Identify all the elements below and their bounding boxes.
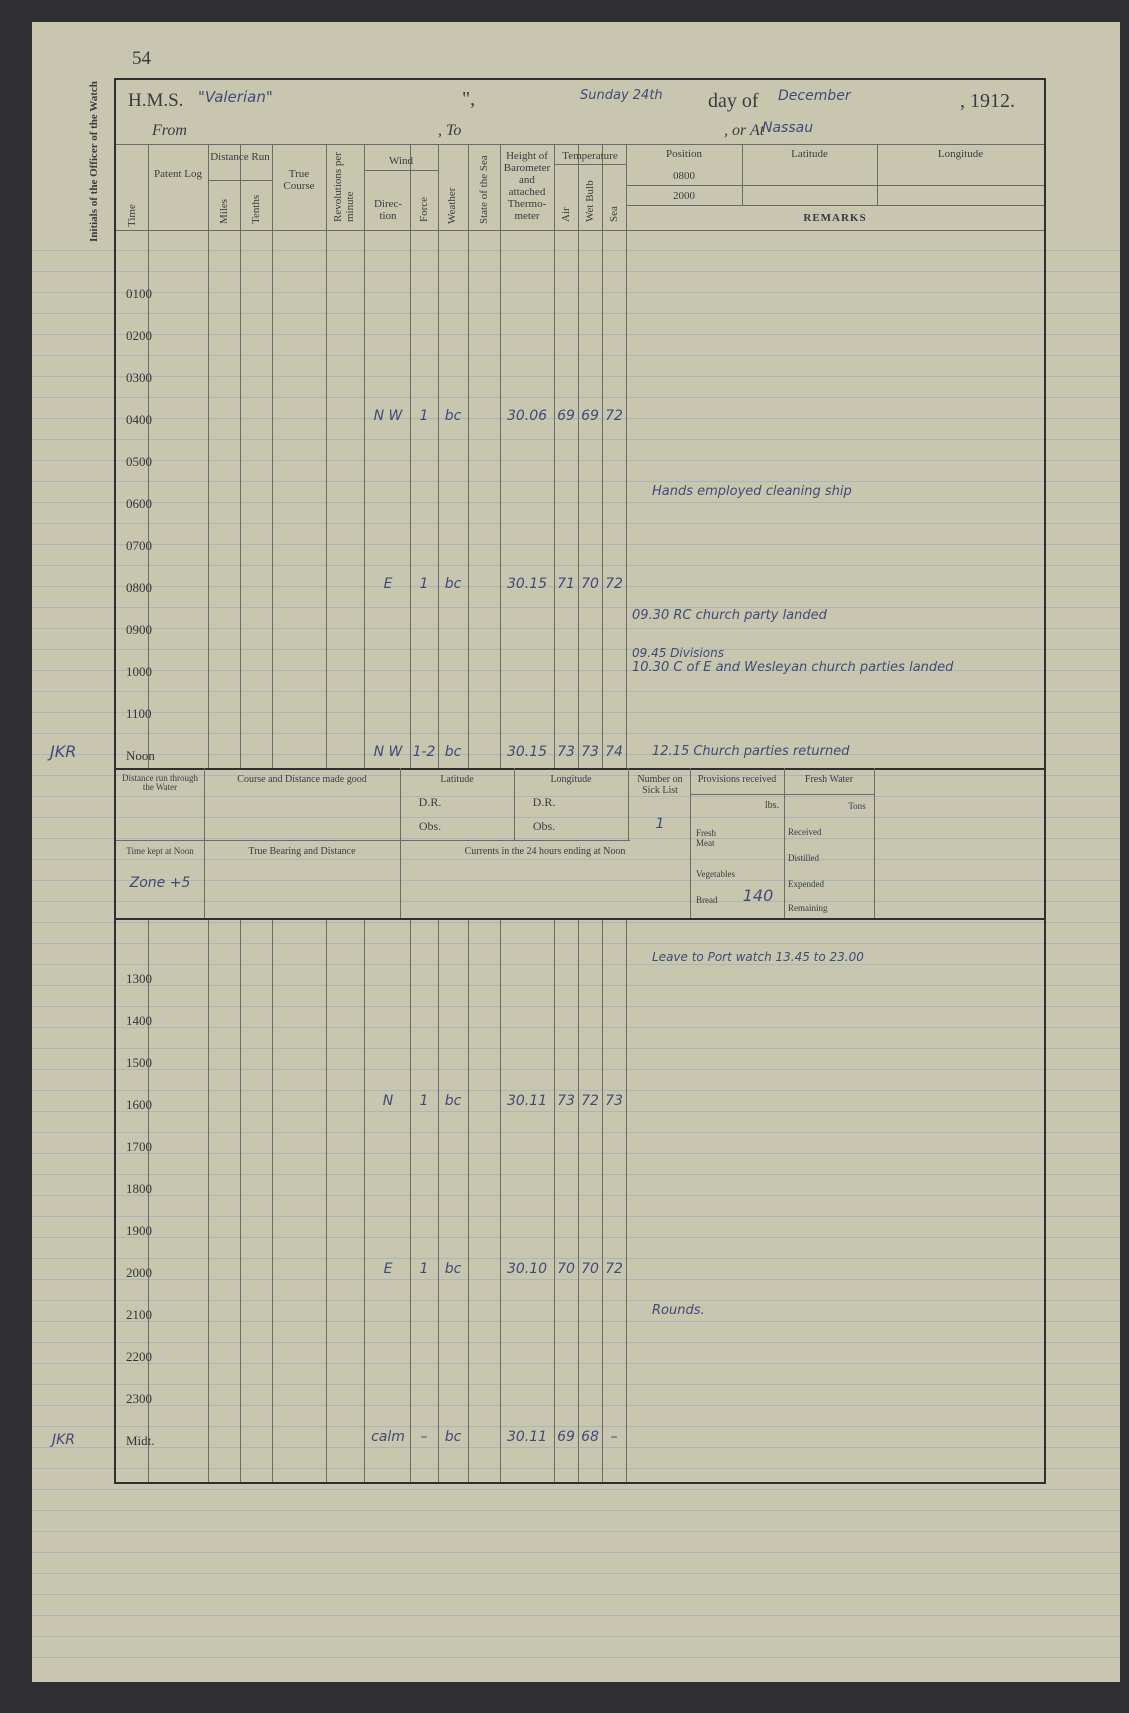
day-of-label: day of [708,90,759,112]
ruled-line-51 [32,1321,1120,1322]
ruled-line-26 [32,796,1120,797]
ruled-line-43 [32,1153,1120,1154]
ruled-line-15 [32,565,1120,566]
ruled-line-67 [32,1657,1120,1658]
pm-force-7: 1 [419,1261,429,1277]
vlines-pm-rule-8 [468,918,469,1482]
am-force-3: 1 [419,408,429,424]
pos-lat-divider-2 [742,185,743,205]
remaining-label: Remaining [788,903,828,913]
am-air-7: 71 [557,576,575,592]
ruled-line-35 [32,985,1120,986]
ruled-line-5 [32,355,1120,356]
lbs-label: lbs. [764,800,780,811]
month: December [778,88,851,104]
am-time-9: 1000 [126,664,152,679]
am-weather-7: bc [444,576,462,592]
ruled-line-50 [32,1300,1120,1301]
ruled-line-42 [32,1132,1120,1133]
pm-dir-7: E [383,1261,393,1277]
pm-time-5: 1800 [126,1181,152,1196]
received-label: Received [788,827,822,837]
vlines-am-rule-6 [410,144,411,768]
col-temperature: Temperature [562,150,618,162]
am-baro-3: 30.06 [506,408,548,424]
ruled-line-21 [32,691,1120,692]
initials-midnight: JKR [52,1432,76,1448]
ruled-line-19 [32,649,1120,650]
frame-top [114,78,1046,80]
remark-0945: 09.45 Divisions [632,646,724,660]
ruled-line-61 [32,1531,1120,1532]
am-sea-3: 72 [605,408,623,424]
am-remark-9: 10.30 C of E and Wesleyan church parties landed [632,660,954,675]
bearing-label: True Bearing and Distance [248,846,356,857]
ruled-line-2 [32,292,1120,293]
pm-baro-11: 30.11 [506,1429,548,1445]
bread-value: 140 [742,886,774,905]
ruled-line-60 [32,1510,1120,1511]
pm-wet-3: 72 [581,1093,599,1109]
ruled-line-65 [32,1615,1120,1616]
pm-weather-11: bc [444,1429,462,1445]
pm-time-10: 2300 [126,1391,152,1406]
ruled-line-63 [32,1573,1120,1574]
long-dr: D.R. [532,795,556,809]
col-direction: Direc-tion [373,198,403,222]
pm-remark-8: Rounds. [652,1303,705,1318]
ruled-line-10 [32,460,1120,461]
pm-time-9: 2200 [126,1349,152,1364]
vlines-am-rule-10 [554,144,555,768]
col-position: Position [665,148,703,160]
pm-time-11: Midt. [126,1433,155,1448]
ruled-line-11 [32,481,1120,482]
day-label: Sunday 24th [580,88,663,103]
noon-div-5 [690,768,691,918]
prov-line [690,794,874,795]
ruled-line-20 [32,670,1120,671]
pm-sea-7: 72 [605,1261,623,1277]
ruled-line-62 [32,1552,1120,1553]
ruled-line-14 [32,544,1120,545]
pm-time-6: 1900 [126,1223,152,1238]
noon-div-6 [784,768,785,918]
ruled-line-49 [32,1279,1120,1280]
col-air: Air [560,207,572,222]
sick-list-label: Number on Sick List [637,774,683,796]
pm-time-0: 1300 [126,971,152,986]
am-dir-7: E [383,576,393,592]
currents-label: Currents in the 24 hours ending at Noon [464,846,626,857]
ruled-line-31 [32,901,1120,902]
lat-dr: D.R. [418,795,442,809]
ruled-line-64 [32,1594,1120,1595]
ruled-line-44 [32,1174,1120,1175]
col-longitude: Longitude [937,148,984,160]
ruled-line-59 [32,1489,1120,1490]
am-time-7: 0800 [126,580,152,595]
am-baro-7: 30.15 [506,576,548,592]
am-weather-3: bc [444,408,462,424]
pm-wet-7: 70 [581,1261,599,1277]
frame-bottom [114,1482,1046,1484]
ruled-line-1 [32,271,1120,272]
at-label: , or At [724,122,765,139]
ruled-line-29 [32,859,1120,860]
time-kept-label: Time kept at Noon [126,846,194,856]
am-remark-5: Hands employed cleaning ship [652,484,852,499]
ruled-line-4 [32,334,1120,335]
pm-dir-11: calm [371,1429,405,1445]
vlines-pm-rule-10 [554,918,555,1482]
ruled-line-46 [32,1216,1120,1217]
log-page [32,22,1120,1682]
noon-div-1 [204,768,205,918]
vlines-am-rule-12 [602,144,603,768]
am-time-10: 1100 [126,706,152,721]
year: , 1912. [960,90,1015,112]
lat-obs: Obs. [418,819,442,833]
fresh-meat-label: Fresh Meat [696,828,716,848]
vlines-am-rule-5 [364,144,365,768]
am-dir-11: N W [373,744,403,760]
am-time-11: Noon [126,748,155,763]
vlines-pm-rule-4 [326,918,327,1482]
to-label: , To [438,122,462,139]
ruled-line-53 [32,1363,1120,1364]
am-wet-7: 70 [581,576,599,592]
ruled-line-34 [32,964,1120,965]
noon-bottom-line [114,918,1046,920]
ruled-line-52 [32,1342,1120,1343]
am-weather-11: bc [444,744,462,760]
pm-force-11: – [420,1429,428,1445]
vlines-am-rule-8 [468,144,469,768]
noon-course-label: Course and Distance made good [237,774,367,785]
col-patent-log: Patent Log [154,168,202,180]
noon-div-2 [400,768,401,918]
pm-air-7: 70 [557,1261,575,1277]
ruled-line-45 [32,1195,1120,1196]
ruled-line-57 [32,1447,1120,1448]
ruled-line-0 [32,250,1120,251]
pm-time-1: 1400 [126,1013,152,1028]
am-time-2: 0300 [126,370,152,385]
vlines-am-rule-3 [272,144,273,768]
sick-list-value: 1 [655,816,665,832]
ruled-line-48 [32,1258,1120,1259]
ruled-line-38 [32,1048,1120,1049]
bread-label: Bread [696,895,718,905]
pm-time-3: 1600 [126,1097,152,1112]
frame-right [1044,78,1046,1482]
from-label: From [152,122,187,139]
ruled-line-32 [32,922,1120,923]
ruled-line-9 [32,439,1120,440]
vlines-am-rule-4 [326,144,327,768]
am-baro-11: 30.15 [506,744,548,760]
col-weather: Weather [446,187,458,224]
am-force-7: 1 [419,576,429,592]
col-tenths: Tenths [250,194,262,224]
ruled-line-17 [32,607,1120,608]
vlines-am-rule-11 [578,144,579,768]
vlines-pm-rule-7 [438,918,439,1482]
pm-baro-7: 30.10 [506,1261,548,1277]
vlines-am-rule-2 [240,144,241,768]
am-time-5: 0600 [126,496,152,511]
fresh-water-label: Fresh Water [804,774,854,785]
pm-dir-3: N [382,1093,394,1109]
pos-2000: 2000 [673,190,695,202]
am-time-3: 0400 [126,412,152,427]
ruled-line-40 [32,1090,1120,1091]
noon-longitude-label: Longitude [550,774,592,785]
pm-time-2: 1500 [126,1055,152,1070]
ruled-line-6 [32,376,1120,377]
vlines-am-rule-9 [500,144,501,768]
col-force: Force [418,196,430,222]
pm-remark-top: Leave to Port watch 13.45 to 23.00 [652,950,864,964]
ruled-line-18 [32,628,1120,629]
col-true-course: True Course [283,168,315,192]
vegetables-label: Vegetables [696,869,735,879]
col-time: Time [126,204,138,227]
pm-force-3: 1 [419,1093,429,1109]
noon-distance-run-label: Distance run through the Water [122,773,198,792]
pm-air-11: 69 [557,1429,575,1445]
lat-long-divider-2 [877,185,878,205]
am-remark-8: 09.30 RC church party landed [632,608,827,623]
ruled-line-27 [32,817,1120,818]
am-time-8: 0900 [126,622,152,637]
ruled-line-55 [32,1405,1120,1406]
am-sea-11: 74 [605,744,623,760]
pm-baro-3: 30.11 [506,1093,548,1109]
side-initials-label: Initials of the Officer of the Watch [88,81,100,242]
am-remark-11: 12.15 Church parties returned [652,744,850,759]
position-line-b [626,205,1044,206]
ruled-line-66 [32,1636,1120,1637]
pm-time-4: 1700 [126,1139,152,1154]
pm-time-8: 2100 [126,1307,152,1322]
pm-weather-7: bc [444,1261,462,1277]
am-air-11: 73 [557,744,575,760]
vlines-pm-rule-1 [208,918,209,1482]
noon-mid-line [116,840,630,841]
ruled-line-3 [32,313,1120,314]
col-latitude: Latitude [791,148,828,160]
am-dir-3: N W [373,408,403,424]
am-wet-3: 69 [581,408,599,424]
ruled-line-12 [32,502,1120,503]
provisions-label: Provisions received [697,774,777,785]
ruled-line-36 [32,1006,1120,1007]
tons-label: Tons [848,801,866,811]
vlines-pm-rule-11 [578,918,579,1482]
ruled-line-56 [32,1426,1120,1427]
header-line-1 [116,144,1044,145]
am-force-11: 1-2 [412,744,436,760]
expended-label: Expended [788,879,824,889]
vlines-pm-rule-5 [364,918,365,1482]
ruled-line-22 [32,712,1120,713]
am-air-3: 69 [557,408,575,424]
wind-line [364,170,438,171]
header-line-2 [116,230,1044,231]
ruled-line-37 [32,1027,1120,1028]
col-wind: Wind [389,155,413,167]
col-barometer: Height of Barometer and attached Thermo-meter [503,150,551,222]
ruled-line-33 [32,943,1120,944]
col-revolutions: Revolutions per minute [332,152,356,222]
vlines-pm-rule-6 [410,918,411,1482]
pm-sea-11: – [610,1429,618,1445]
vlines-am-rule-7 [438,144,439,768]
long-obs: Obs. [532,819,556,833]
vlines-pm-rule-3 [272,918,273,1482]
noon-div-7 [874,768,875,918]
vlines-pm-rule-12 [602,918,603,1482]
pm-air-3: 73 [557,1093,575,1109]
am-time-6: 0700 [126,538,152,553]
ruled-line-54 [32,1384,1120,1385]
noon-top-line [114,768,1046,770]
noon-div-4 [628,768,629,840]
ruled-line-41 [32,1111,1120,1112]
pos-0800: 0800 [673,170,695,182]
distilled-label: Distilled [788,853,819,863]
ruled-line-28 [32,838,1120,839]
pm-wet-11: 68 [581,1429,599,1445]
col-distance-run: Distance Run [210,151,270,163]
noon-latitude-label: Latitude [440,774,474,785]
quote-close: ", [462,88,476,110]
ruled-line-23 [32,733,1120,734]
position-line-a [626,185,1044,186]
am-time-0: 0100 [126,286,152,301]
am-wet-11: 73 [581,744,599,760]
pm-sea-3: 73 [605,1093,623,1109]
temperature-line [554,164,626,165]
page-number: 54 [132,48,151,69]
ship-name: "Valerian" [198,88,273,106]
ruled-line-13 [32,523,1120,524]
vlines-pm-rule-2 [240,918,241,1482]
time-kept-value: Zone +5 [129,875,191,891]
col-miles: Miles [218,198,230,224]
ruled-line-47 [32,1237,1120,1238]
col-sea: Sea [608,206,620,222]
pm-weather-3: bc [444,1093,462,1109]
at-place: Nassau [762,120,814,136]
col-remarks: REMARKS [803,212,867,224]
vlines-pm-rule-13 [626,918,627,1482]
vlines-am-rule-1 [208,144,209,768]
am-sea-7: 72 [605,576,623,592]
col-wet-bulb: Wet Bulb [584,180,596,222]
initials-noon: JKR [50,742,77,761]
am-time-1: 0200 [126,328,152,343]
ruled-line-39 [32,1069,1120,1070]
ruled-line-58 [32,1468,1120,1469]
pm-time-7: 2000 [126,1265,152,1280]
hms-label: H.M.S. [128,90,184,111]
vlines-pm-rule-9 [500,918,501,1482]
col-state-of-sea: State of the Sea [478,155,490,224]
ruled-line-7 [32,397,1120,398]
vlines-am-rule-13 [626,144,627,768]
am-time-4: 0500 [126,454,152,469]
